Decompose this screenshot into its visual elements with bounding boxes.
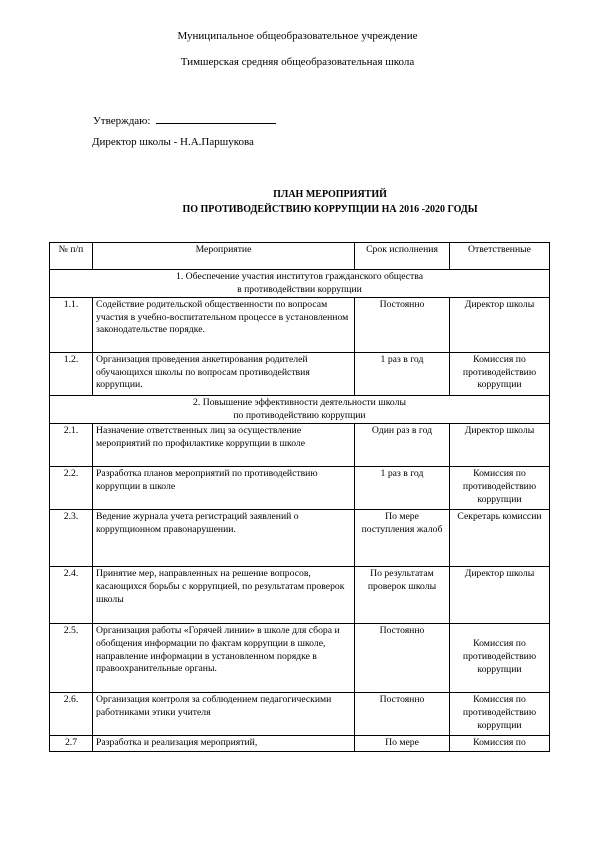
row-activity: Разработка и реализация мероприятий, — [93, 736, 355, 752]
row-term: Постоянно — [355, 298, 450, 353]
school-name-line: Тимшерская средняя общеобразовательная школа — [180, 56, 415, 68]
row-responsible: Секретарь комиссии — [450, 510, 550, 567]
title-line-1: ПЛАН МЕРОПРИЯТИЙ — [273, 189, 387, 200]
section-1-line-2: в противодействии коррупции — [237, 283, 362, 295]
row-term: Постоянно — [355, 624, 450, 693]
section-2-line-2: по противодействию коррупции — [233, 409, 366, 421]
row-responsible: Комиссия по противодействию коррупции — [450, 467, 550, 510]
section-2-line-1: 2. Повышение эффективности деятельности школы — [193, 397, 406, 409]
table-row — [50, 424, 550, 467]
header-term: Срок исполнения — [355, 243, 450, 270]
row-responsible: Директор школы — [450, 567, 550, 624]
row-activity: Принятие мер, направленных на решение вопросов, касающихся борьбы с коррупцией, по результатам проверок школы — [93, 567, 355, 624]
row-activity: Разработка планов мероприятий по противодействию коррупции в школе — [93, 467, 355, 510]
table-row — [50, 736, 550, 752]
row-term: 1 раз в год — [355, 353, 450, 396]
row-responsible: Комиссия по — [450, 736, 550, 752]
row-term: Один раз в год — [355, 424, 450, 467]
row-responsible: Комиссия по противодействию коррупции — [450, 624, 550, 693]
table-row — [50, 624, 550, 693]
row-term: По результатам проверок школы — [355, 567, 450, 624]
section-1-line-1: 1. Обеспечение участия институтов гражданского общества — [175, 271, 424, 282]
header-responsible: Ответственные — [450, 243, 550, 270]
section-heading-2 — [50, 396, 550, 424]
table-row — [50, 510, 550, 567]
section-row-1 — [50, 270, 550, 298]
header-activity: Мероприятие — [93, 243, 355, 270]
plan-table — [49, 242, 550, 752]
section-row-2 — [50, 396, 550, 424]
row-activity: Организация проведения анкетирования родителей обучающихся школы по вопросам противодействия коррупции. — [93, 353, 355, 396]
header-num: № п/п — [50, 243, 93, 270]
row-responsible: Комиссия по противодействию коррупции — [450, 353, 550, 396]
row-activity: Назначение ответственных лиц за осуществление мероприятий по профилактике коррупции в школе — [93, 424, 355, 467]
table-row — [50, 353, 550, 396]
row-term: 1 раз в год — [355, 467, 450, 510]
row-num: 2.1. — [50, 424, 93, 467]
row-term: Постоянно — [355, 693, 450, 736]
row-num: 1.1. — [50, 298, 93, 353]
director-line: Директор школы - Н.А.Паршукова — [92, 136, 254, 148]
row-activity: Ведение журнала учета регистраций заявлений о коррупционном правонарушении. — [93, 510, 355, 567]
table-header-row — [50, 243, 550, 270]
row-responsible: Директор школы — [450, 298, 550, 353]
row-num: 2.7 — [50, 736, 93, 752]
row-term: По мере поступления жалоб — [355, 510, 450, 567]
row-term: По мере — [355, 736, 450, 752]
row-num: 2.5. — [50, 624, 93, 693]
row-num: 2.3. — [50, 510, 93, 567]
row-responsible: Директор школы — [450, 424, 550, 467]
approval-label: Утверждаю: — [93, 115, 151, 127]
section-heading-1 — [50, 270, 550, 298]
row-num: 2.4. — [50, 567, 93, 624]
table-row — [50, 467, 550, 510]
row-num: 2.6. — [50, 693, 93, 736]
table-row — [50, 567, 550, 624]
table-row — [50, 693, 550, 736]
table-row — [50, 298, 550, 353]
document-title — [0, 187, 595, 217]
school-type-line: Муниципальное общеобразовательное учреждение — [177, 30, 418, 42]
row-num: 1.2. — [50, 353, 93, 396]
row-activity: Содействие родительской общественности по вопросам участия в учебно-воспитательном процессе в установленном законодательстве порядке. — [93, 298, 355, 353]
title-line-2: ПО ПРОТИВОДЕЙСТВИЮ КОРРУПЦИИ НА 2016 -2020 ГОДЫ — [182, 204, 478, 215]
row-responsible: Комиссия по противодействию коррупции — [450, 693, 550, 736]
row-activity: Организация контроля за соблюдением педагогическими работниками этики учителя — [93, 693, 355, 736]
row-num: 2.2. — [50, 467, 93, 510]
signature-line — [156, 114, 276, 124]
approval-block — [93, 114, 276, 127]
row-activity: Организация работы «Горячей линии» в школе для сбора и обобщения информации по фактам коррупции в школе, направление информации в установленном порядке в правоохранительные органы. — [93, 624, 355, 693]
